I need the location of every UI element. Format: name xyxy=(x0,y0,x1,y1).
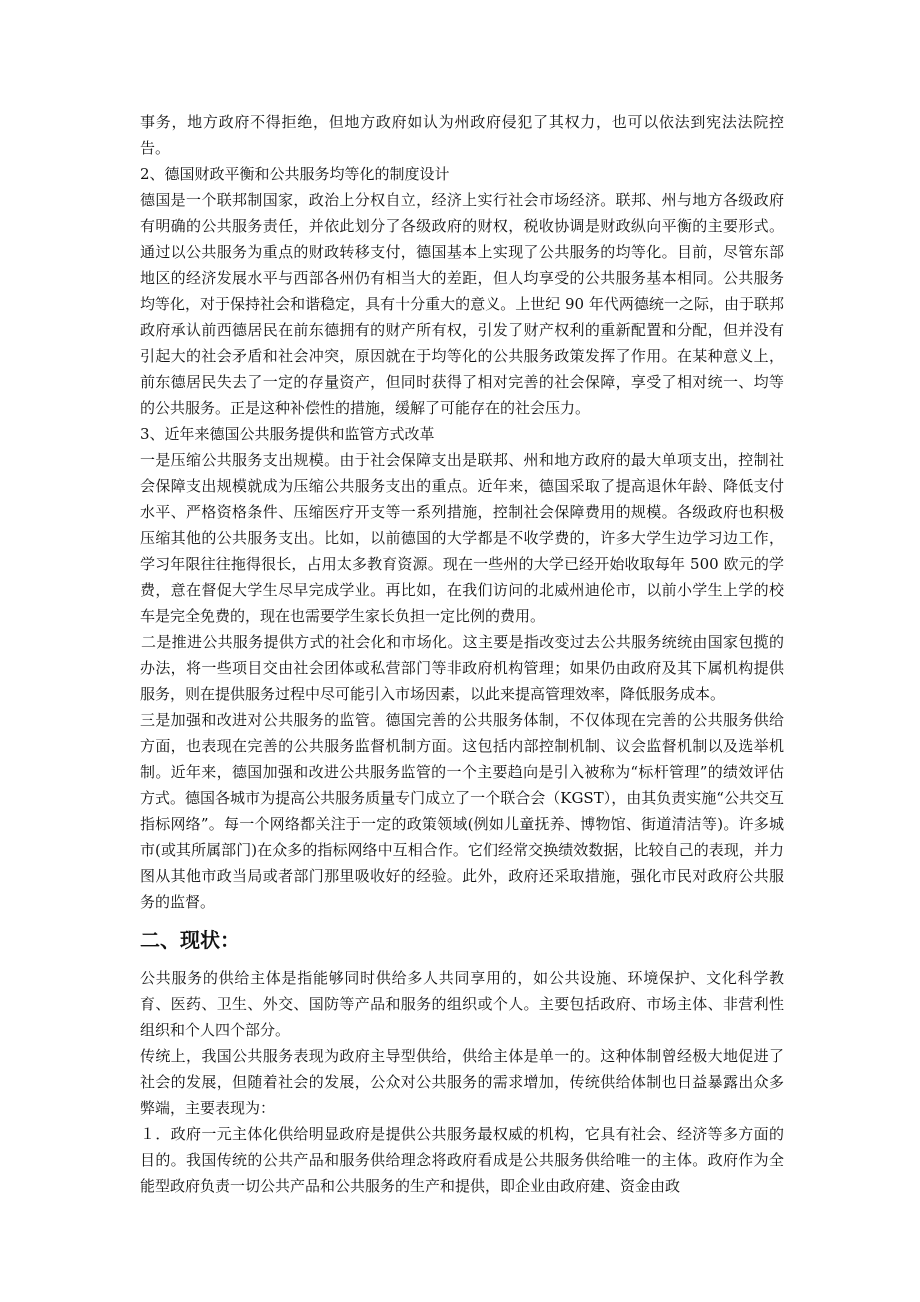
subheading-reform: 3、近年来德国公共服务提供和监管方式改革 xyxy=(140,425,435,443)
subheading-fiscal-balance: 2、德国财政平衡和公共服务均等化的制度设计 xyxy=(140,165,450,183)
paragraph-point-one: １．政府一元主体化供给明显政府是提供公共服务最权威的机构，它具有社会、经济等多方面的目的。我国传统的公共产品和服务供给理念将政府看成是公共服务供给唯一的主体。政府作为全能型政府负责一切公共产品和公共服务的生产和提供，即企业由政府建、资金由政 xyxy=(140,1125,784,1195)
paragraph-reform-two: 二是推进公共服务提供方式的社会化和市场化。这主要是指改变过去公共服务统统由国家包揽的办法，将一些项目交由社会团体或私营部门等非政府机构管理；如果仍由政府及其下属机构提供服务，则在提供服务过程中尽可能引入市场因素，以此来提高管理效率，降低服务成本。 xyxy=(140,633,784,703)
paragraph-supply-subject: 公共服务的供给主体是指能够同时供给多人共同享用的，如公共设施、环境保护、文化科学教育、医药、卫生、外交、国防等产品和服务的组织或个人。主要包括政府、市场主体、非营利性组织和个人四个部分。 xyxy=(140,969,784,1039)
paragraph-reform-one: 一是压缩公共服务支出规模。由于社会保障支出是联邦、州和地方政府的最大单项支出，控制社会保障支出规模就成为压缩公共服务支出的重点。近年来，德国采取了提高退休年龄、降低支付水平、严格资格条件、压缩医疗开支等一系列措施，控制社会保障费用的规模。各级政府也积极压缩其他的公共服务支出。比如，以前德国的大学都是不收学费的，许多大学生边学习边工作，学习年限往往拖得很长，占用太多教育资源。现在一些州的大学已经开始收取每年 500 欧元的学费，意在督促大学生尽早完成学业。再比如，在我们访问的北威州迪伦市，以前小学生上学的校车是完全免费的，现在也需要学生家长负担一定比例的费用。 xyxy=(140,451,784,625)
paragraph-traditional-supply: 传统上，我国公共服务表现为政府主导型供给，供给主体是单一的。这种体制曾经极大地促进了社会的发展，但随着社会的发展，公众对公共服务的需求增加，传统供给体制也日益暴露出众多弊端，主要表现为： xyxy=(140,1047,784,1117)
paragraph-germany-federal: 德国是一个联邦制国家，政治上分权自立，经济上实行社会市场经济。联邦、州与地方各级政府有明确的公共服务责任，并依此划分了各级政府的财权，税收协调是财政纵向平衡的主要形式。通过以公共服务为重点的财政转移支付，德国基本上实现了公共服务的均等化。目前，尽管东部地区的经济发展水平与西部各州仍有相当大的差距，但人均享受的公共服务基本相同。公共服务均等化，对于保持社会和谐稳定，具有十分重大的意义。上世纪 90 年代两德统一之际，由于联邦政府承认前西德居民在前东德拥有的财产所有权，引发了财产权利的重新配置和分配，但并没有引起大的社会矛盾和社会冲突，原因就在于均等化的公共服务政策发挥了作用。在某种意义上，前东德居民失去了一定的存量资产，但同时获得了相对完善的社会保障，享受了相对统一、均等的公共服务。正是这种补偿性的措施，缓解了可能存在的社会压力。 xyxy=(140,191,784,417)
document-page xyxy=(140,109,784,1199)
paragraph-continuation: 事务，地方政府不得拒绝，但地方政府如认为州政府侵犯了其权力，也可以依法到宪法法院控告。 xyxy=(140,113,784,157)
paragraph-reform-three: 三是加强和改进对公共服务的监管。德国完善的公共服务体制，不仅体现在完善的公共服务供给方面，也表现在完善的公共服务监督机制方面。这包括内部控制机制、议会监督机制以及选举机制。近年来，德国加强和改进公共服务监管的一个主要趋向是引入被称为“标杆管理”的绩效评估方式。德国各城市为提高公共服务质量专门成立了一个联合会（KGST），由其负责实施“公共交互指标网络”。每一个网络都关注于一定的政策领域(例如儿童抚养、博物馆、街道清洁等)。许多城市(或其所属部门)在众多的指标网络中互相合作。它们经常交换绩效数据，比较自己的表现，并力图从其他市政当局或者部门那里吸收好的经验。此外，政府还采取措施，强化市民对政府公共服务的监督。 xyxy=(140,711,784,911)
section-title-status: 二、现状： xyxy=(140,928,240,952)
